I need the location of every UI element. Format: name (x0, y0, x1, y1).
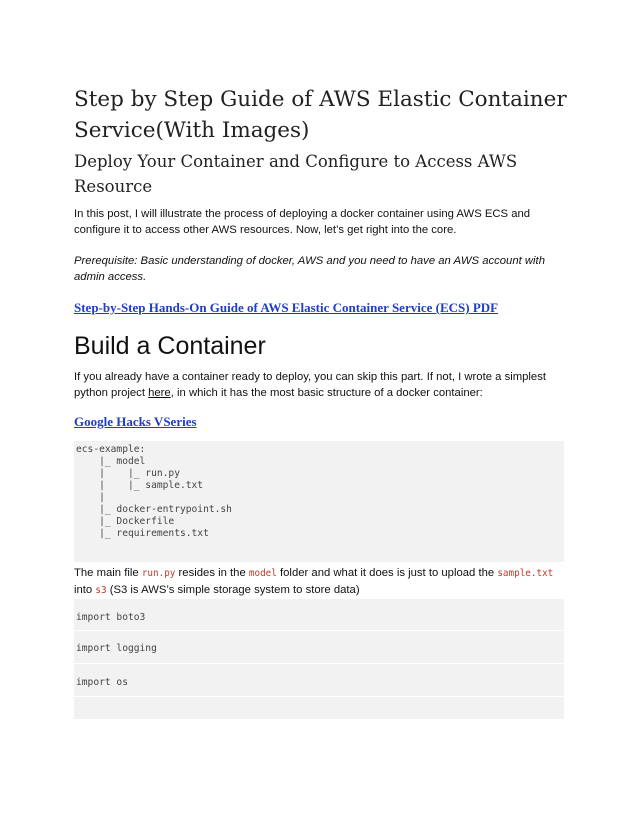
desc-text: The main file (74, 567, 142, 579)
section-intro-text-end: , in which it has the most basic structure of a docker container: (170, 387, 483, 399)
inline-code-s3: s3 (95, 585, 107, 596)
inline-code-model: model (248, 568, 277, 579)
code-divider (74, 630, 564, 631)
code-line-import-logging: import logging (76, 643, 157, 654)
project-tree-code-block (74, 441, 564, 562)
section-heading: Build a Container (74, 332, 266, 360)
code-divider (74, 696, 564, 697)
code-line-import-boto3: import boto3 (76, 612, 146, 623)
desc-text: folder and what it does is just to upload the (276, 567, 498, 579)
google-hacks-link[interactable]: Google Hacks VSeries (74, 414, 197, 429)
import-code-block (74, 599, 564, 719)
main-file-description (74, 565, 568, 599)
section-intro-text: If you already have a container ready to deploy, you can skip this part. If not, I wrote a simplest python project (74, 371, 546, 399)
here-link[interactable]: here (148, 387, 171, 399)
desc-text: into (74, 584, 96, 596)
article-title: Step by Step Guide of AWS Elastic Container Service(With Images) (74, 87, 567, 143)
desc-text: resides in the (175, 567, 249, 579)
article-subtitle: Deploy Your Container and Configure to Access AWS Resource (74, 152, 518, 196)
section-intro-paragraph (74, 369, 568, 401)
inline-code-run-py: run.py (141, 568, 176, 579)
desc-text: (S3 is AWS’s simple storage system to store data) (106, 584, 360, 596)
code-divider (74, 663, 564, 664)
intro-paragraph: In this post, I will illustrate the process of deploying a docker container using AWS ECS and configure it to access other AWS resources. Now, let’s get right into the core. (74, 208, 531, 236)
inline-code-sample-txt: sample.txt (497, 568, 554, 579)
guide-pdf-link[interactable]: Step-by-Step Hands-On Guide of AWS Elastic Container Service (ECS) PDF (74, 300, 499, 315)
project-tree-code: ecs-example: |_ model | |_ run.py | |_ sample.txt | |_ docker-entrypoint.sh |_ Dockerfile |_ requirements.txt (76, 444, 232, 539)
prerequisite-paragraph: Prerequisite: Basic understanding of docker, AWS and you need to have an AWS account with admin access. (74, 255, 545, 283)
code-line-import-os: import os (76, 677, 128, 688)
